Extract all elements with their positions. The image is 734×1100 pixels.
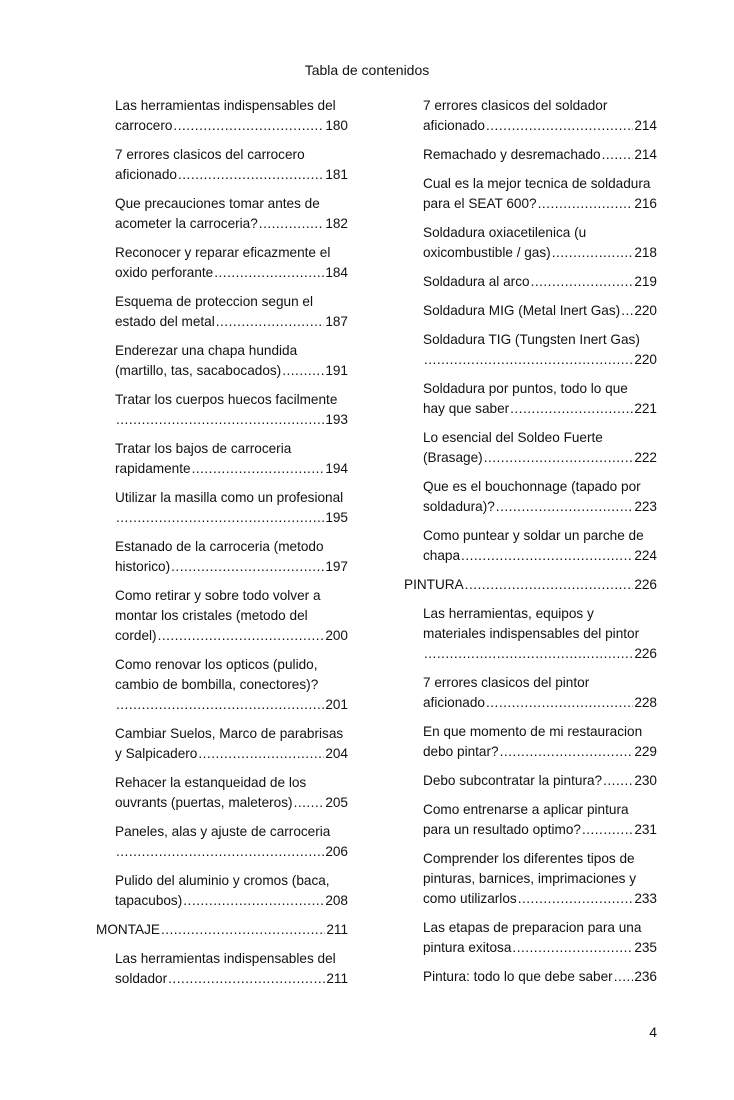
toc-entry-last-line [423,448,657,468]
toc-entry-last-line [115,508,348,528]
toc-entry-last-line [423,399,657,419]
toc-entry-title-end: y Salpicadero [115,746,198,761]
toc-entry[interactable] [96,194,348,234]
toc-entry-page: 211 [326,971,348,986]
toc-entry-last-line [423,693,657,713]
toc-entry-page: 235 [634,940,657,955]
toc-entry-title-line: materiales indispensables del pintor [423,626,640,641]
toc-entry[interactable] [404,272,657,292]
toc-entry-title-end: Remachado y desremachado [423,147,601,162]
dot-leader [161,920,325,940]
dot-leader [465,575,634,595]
toc-left-column [96,96,348,998]
toc-entry[interactable] [404,301,657,321]
toc-entry-title-end: acometer la carroceria? [115,216,258,231]
toc-entry-title-end: como utilizarlos [423,891,517,906]
toc-entry-title-end: pintura exitosa [423,940,512,955]
dot-leader [178,165,324,185]
toc-entry[interactable] [96,439,348,479]
toc-entry[interactable] [404,849,657,909]
toc-entry[interactable] [96,145,348,185]
toc-entry-last-line [423,742,657,762]
toc-entry-title-end: rapidamente [115,461,191,476]
toc-entry-last-line [115,695,348,715]
toc-entry-page: 208 [325,893,348,908]
toc-entry-title-line: pinturas, barnices, imprimaciones y [423,871,637,886]
toc-entry-title-line: Estanado de la carroceria (metodo [115,539,324,554]
toc-entry-title-end: oxido perforante [115,265,214,280]
toc-entry-page: 201 [325,697,348,712]
toc-entry-title-end: chapa [423,548,461,563]
toc-entry-page: 216 [634,196,657,211]
toc-entry-title-end: hay que saber [423,401,510,416]
toc-entry-page: 226 [634,577,657,592]
toc-entry-last-line [115,361,348,381]
toc-entry-last-line [115,214,348,234]
dot-leader [424,644,633,664]
toc-entry-last-line [423,820,657,840]
toc-entry-title-line: Cambiar Suelos, Marco de parabrisas [115,726,344,741]
toc-entry-last-line [423,145,657,165]
toc-entry[interactable] [96,871,348,911]
toc-entry-title-line: Las herramientas indispensables del [115,951,336,966]
dot-leader [518,889,634,909]
toc-entry[interactable] [404,428,657,468]
toc-entry-title-end: (Brasage) [423,450,483,465]
toc-entry-page: 233 [634,891,657,906]
toc-entry-title-end: Soldadura al arco [423,274,530,289]
toc-entry-title-line: Como puntear y soldar un parche de [423,528,644,543]
toc-entry-page: 205 [325,795,348,810]
toc-entry[interactable] [404,673,657,713]
toc-entry-title-end: cordel) [115,628,157,643]
toc-entry-title-end: carrocero [115,118,173,133]
toc-entry-page: 181 [325,167,348,182]
toc-entry-title-end: oxicombustible / gas) [423,245,551,260]
dot-leader [116,508,324,528]
dot-leader [538,194,634,214]
toc-entry-title-end: PINTURA [404,577,464,592]
toc-entry-title-line: En que momento de mi restauracion [423,724,643,739]
dot-leader [158,626,325,646]
toc-entry[interactable] [96,724,348,764]
dot-leader [484,448,634,468]
toc-entry-title-line: Utilizar la masilla como un profesional [115,490,344,505]
toc-entry-last-line [423,771,657,791]
toc-entry-last-line [404,575,657,595]
toc-entry-title-end: debo pintar? [423,744,499,759]
toc-entry-title-line: Soldadura por puntos, todo lo que [423,381,628,396]
toc-entry[interactable] [404,526,657,566]
toc-entry-page: 229 [634,744,657,759]
toc-entry-last-line [423,546,657,566]
toc-entry[interactable] [96,488,348,528]
toc-entry[interactable] [96,655,348,715]
toc-entry-title-end: tapacubos) [115,893,183,908]
toc-entry-title-line: Rehacer la estanqueidad de los [115,775,307,790]
toc-entry-title-end: estado del metal [115,314,215,329]
toc-entry-page: 230 [634,773,657,788]
toc-entry-title-end: (martillo, tas, sacabocados) [115,363,282,378]
toc-entry-title-end: aficionado [423,118,485,133]
toc-entry-last-line [423,116,657,136]
toc-entry-page: 223 [634,499,657,514]
toc-entry-last-line [115,842,348,862]
toc-entry-title-line: Tratar los cuerpos huecos facilmente [115,392,338,407]
toc-entry-title-line: Las etapas de preparacion para una [423,920,642,935]
toc-entry-last-line [115,793,348,813]
toc-entry-last-line [115,410,348,430]
toc-entry-title-line: 7 errores clasicos del soldador [423,98,608,113]
toc-entry-page: 214 [634,147,657,162]
dot-leader [294,793,325,813]
dot-leader [214,263,324,283]
toc-entry[interactable] [96,920,348,940]
dot-leader [198,744,324,764]
toc-entry[interactable] [404,477,657,517]
toc-entry-title-end: Debo subcontratar la pintura? [423,773,603,788]
toc-entry-page: 200 [325,628,348,643]
toc-entry[interactable] [96,292,348,332]
toc-entry-title-end: para un resultado optimo? [423,822,581,837]
dot-leader [171,557,324,577]
toc-entry[interactable] [404,575,657,595]
toc-entry[interactable] [404,800,657,840]
toc-entry-title-line: Cual es la mejor tecnica de soldadura [423,176,651,191]
dot-leader [500,742,634,762]
toc-entry-page: 211 [326,922,348,937]
toc-entry-title-end: soldadura)? [423,499,495,514]
toc-entry[interactable] [404,96,657,136]
toc-entry-page: 195 [325,510,348,525]
dot-leader [424,350,633,370]
toc-entry-title-end: Soldadura MIG (Metal Inert Gas) [423,303,621,318]
toc-entry-last-line [423,194,657,214]
toc-entry[interactable] [96,822,348,862]
toc-entry-page: 221 [634,401,657,416]
dot-leader [183,891,324,911]
toc-entry-last-line [115,891,348,911]
toc-entry-title-line: Las herramientas indispensables del [115,98,336,113]
dot-leader [552,243,634,263]
toc-entry-title-end: aficionado [423,695,485,710]
dot-leader [621,301,633,321]
toc-entry-title-end: para el SEAT 600? [423,196,537,211]
dot-leader [531,272,634,292]
toc-entry[interactable] [404,604,657,664]
toc-entry-last-line [423,967,657,987]
toc-entry[interactable] [96,243,348,283]
toc-entry-page: 226 [634,646,657,661]
dot-leader [192,459,325,479]
toc-entry[interactable] [404,145,657,165]
toc-entry[interactable] [96,390,348,430]
toc-entry-page: 193 [325,412,348,427]
toc-entry-title-line: Comprender los diferentes tipos de [423,851,635,866]
toc-entry-last-line [115,116,348,136]
toc-entry[interactable] [96,586,348,646]
toc-entry-page: 194 [325,461,348,476]
toc-entry-last-line [115,312,348,332]
toc-entry[interactable] [404,330,657,370]
toc-entry-page: 180 [325,118,348,133]
toc-entry-last-line [423,938,657,958]
toc-entry-title-line: Como entrenarse a aplicar pintura [423,802,629,817]
toc-entry-title-line: Paneles, alas y ajuste de carroceria [115,824,331,839]
dot-leader [116,695,324,715]
toc-entry-title-line: Lo esencial del Soldeo Fuerte [423,430,603,445]
toc-entry-title-end: historico) [115,559,171,574]
toc-entry-last-line [423,350,657,370]
dot-leader [614,967,634,987]
toc-entry-page: 206 [325,844,348,859]
toc-entry-title-line: Que precauciones tomar antes de [115,196,320,211]
toc-entry-title-line: cambio de bombilla, conectores)? [115,677,319,692]
toc-entry-title-end: Pintura: todo lo que debe saber [423,969,613,984]
toc-entry[interactable] [404,174,657,214]
toc-entry-title-line: Pulido del aluminio y cromos (baca, [115,873,330,888]
toc-entry-title-line: Esquema de proteccion segun el [115,294,313,309]
toc-entry-last-line [115,744,348,764]
toc-entry-title-line: Que es el bouchonnage (tapado por [423,479,641,494]
toc-entry[interactable] [96,341,348,381]
toc-entry-last-line [115,459,348,479]
dot-leader [173,116,324,136]
toc-entry-title-line: montar los cristales (metodo del [115,608,308,623]
toc-entry-page: 236 [634,969,657,984]
toc-entry-page: 222 [634,450,657,465]
dot-leader [116,842,324,862]
page-title: Tabla de contenidos [304,62,430,78]
dot-leader [259,214,325,234]
dot-leader [168,969,325,989]
toc-entry-title-line: Reconocer y reparar eficazmente el [115,245,331,260]
toc-entry[interactable] [404,223,657,263]
toc-entry-last-line [115,263,348,283]
toc-entry-page: 228 [634,695,657,710]
page-number: 4 [649,1024,657,1040]
toc-entry-page: 224 [634,548,657,563]
toc-entry-page: 197 [325,559,348,574]
dot-leader [216,312,325,332]
dot-leader [461,546,633,566]
toc-entry-page: 184 [325,265,348,280]
toc-entry-title-end: ouvrants (puertas, maleteros) [115,795,293,810]
toc-entry-last-line [423,889,657,909]
toc-entry[interactable] [96,537,348,577]
toc-entry-page: 191 [325,363,348,378]
dot-leader [512,938,633,958]
toc-entry[interactable] [404,722,657,762]
toc-entry-last-line [96,920,348,940]
dot-leader [603,771,633,791]
toc-entry[interactable] [96,96,348,136]
toc-entry-title-line: Soldadura oxiacetilenica (u [423,225,587,240]
toc-entry[interactable] [96,949,348,989]
toc-entry-last-line [115,626,348,646]
toc-entry-title-line: Tratar los bajos de carroceria [115,441,292,456]
toc-entry[interactable] [404,918,657,958]
toc-entry-last-line [423,243,657,263]
dot-leader [510,399,633,419]
dot-leader [496,497,634,517]
toc-entry-page: 218 [634,245,657,260]
toc-entry[interactable] [404,771,657,791]
toc-entry-page: 220 [634,352,657,367]
toc-entry-page: 231 [634,822,657,837]
toc-entry-page: 187 [325,314,348,329]
toc-entry-title-line: Como retirar y sobre todo volver a [115,588,321,603]
toc-entry-title-line: Soldadura TIG (Tungsten Inert Gas) [423,332,640,347]
toc-entry-title-end: MONTAJE [96,922,160,937]
toc-entry-title-line: Como renovar los opticos (pulido, [115,657,318,672]
toc-entry-page: 182 [325,216,348,231]
toc-entry[interactable] [404,379,657,419]
dot-leader [486,116,633,136]
dot-leader [486,693,633,713]
toc-entry-last-line [115,557,348,577]
dot-leader [602,145,634,165]
dot-leader [116,410,324,430]
toc-entry-page: 219 [634,274,657,289]
toc-entry-last-line [423,644,657,664]
toc-entry-last-line [423,497,657,517]
toc-entry-last-line [115,969,348,989]
toc-right-column [404,96,657,996]
toc-entry-title-line: 7 errores clasicos del pintor [423,675,590,690]
toc-entry-title-line: 7 errores clasicos del carrocero [115,147,305,162]
toc-entry-title-end: soldador [115,971,168,986]
toc-entry-title-line: Enderezar una chapa hundida [115,343,298,358]
toc-entry-page: 214 [634,118,657,133]
dot-leader [582,820,633,840]
toc-entry[interactable] [404,967,657,987]
dot-leader [282,361,324,381]
toc-entry-last-line [423,301,657,321]
toc-entry-last-line [115,165,348,185]
toc-entry-title-end: aficionado [115,167,177,182]
toc-entry-page: 220 [634,303,657,318]
toc-entry[interactable] [96,773,348,813]
toc-entry-page: 204 [325,746,348,761]
toc-entry-last-line [423,272,657,292]
toc-entry-title-line: Las herramientas, equipos y [423,606,594,621]
